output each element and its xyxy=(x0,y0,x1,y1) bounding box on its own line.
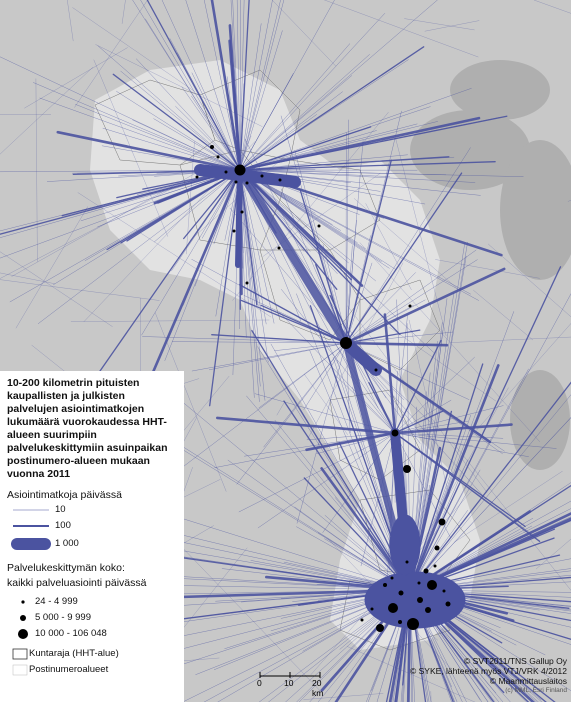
service-hub-dot xyxy=(279,179,282,182)
service-hub-dot xyxy=(398,620,402,624)
size-heading-2: kaikki palveluasiointi päivässä xyxy=(7,577,147,589)
credit-line-4: (c) MML, Esri Finland xyxy=(505,687,567,694)
map-credits xyxy=(410,656,567,696)
trips-heading: Asiointimatkoja päivässä xyxy=(7,489,122,501)
service-hub-dot xyxy=(446,602,451,607)
trip-class-small xyxy=(7,502,178,518)
service-hub-dot xyxy=(235,181,238,184)
service-hub-dot xyxy=(235,165,246,176)
service-hub-dot xyxy=(318,225,321,228)
service-hub-dot xyxy=(225,171,228,174)
size-class-label: 24 - 4 999 xyxy=(35,596,78,607)
service-hub-dot xyxy=(246,282,249,285)
scale-label-10: 10 xyxy=(284,678,294,688)
service-hub-dot xyxy=(443,590,446,593)
service-hub-dot xyxy=(424,569,429,574)
service-hub-dot xyxy=(375,369,378,372)
service-hub-dot xyxy=(425,607,431,613)
medium-line-symbol xyxy=(11,518,51,534)
trip-class-large xyxy=(7,534,178,554)
credit-line-1: © SVT2011/TNS Gallup Oy xyxy=(464,656,567,666)
size-class-label: 10 000 - 106 048 xyxy=(35,628,107,639)
service-hub-dot xyxy=(376,624,384,632)
size-class-small xyxy=(7,594,178,610)
scale-label-20: 20 km xyxy=(312,678,324,698)
size-class-label: 5 000 - 9 999 xyxy=(35,612,91,623)
legend-title: 10-200 kilometrin pituisten kaupallisten ja julkisten palvelujen asiointimatkojen lukumäärä vuorokaudessa HHT-alueen suurimpiin palvelukeskittymiin asuinpaikan postinumero-alueen mukaan vuonna 2011 xyxy=(7,377,168,480)
service-hub-dot xyxy=(210,145,214,149)
scale-bar xyxy=(254,672,334,700)
service-hub-dot xyxy=(399,591,404,596)
service-hub-dot xyxy=(241,211,244,214)
credit-line-2: © SYKE, lähteenä myös VTJ/VRK 4/2012 xyxy=(410,666,567,676)
service-hub-dot xyxy=(409,305,412,308)
service-hub-dot xyxy=(435,546,440,551)
trip-class-label: 10 xyxy=(55,504,66,515)
service-hub-dot xyxy=(371,608,374,611)
service-hub-dot xyxy=(261,175,264,178)
municipality-boundary-label: Kuntaraja (HHT-alue) xyxy=(29,648,119,659)
size-class-medium xyxy=(7,610,178,626)
municipality-boundary-row xyxy=(7,646,178,662)
service-hub-dot xyxy=(407,618,419,630)
service-hub-dot xyxy=(439,519,446,526)
service-hub-dot xyxy=(233,230,236,233)
service-hub-dot xyxy=(196,176,199,179)
scale-label-0: 0 xyxy=(257,678,262,688)
service-hub-dot xyxy=(403,465,411,473)
thin-line-symbol xyxy=(11,502,51,518)
size-class-large xyxy=(7,626,178,642)
trip-class-label: 1 000 xyxy=(55,538,79,549)
service-hub-dot xyxy=(278,247,281,250)
thick-line-symbol xyxy=(11,534,51,550)
postal-boundary-row xyxy=(7,662,178,678)
service-hub-dot xyxy=(434,565,437,568)
size-heading-1: Palvelukeskittymän koko: xyxy=(7,562,125,574)
service-hub-dot xyxy=(217,156,220,159)
postal-boundary-label: Postinumeroalueet xyxy=(29,664,109,675)
trip-class-medium xyxy=(7,518,178,534)
service-hub-dot xyxy=(246,182,249,185)
service-hub-dot xyxy=(417,597,423,603)
service-hub-dot xyxy=(340,337,352,349)
service-hub-dot xyxy=(361,619,364,622)
credit-line-3: © Maanmittauslaitos xyxy=(489,676,567,686)
service-hub-dot xyxy=(392,430,399,437)
trip-class-label: 100 xyxy=(55,520,71,531)
service-hub-dot xyxy=(427,580,437,590)
map-legend xyxy=(0,371,184,702)
service-hub-dot xyxy=(383,583,387,587)
service-hub-dot xyxy=(418,582,421,585)
service-hub-dot xyxy=(388,603,398,613)
service-hub-dot xyxy=(391,577,394,580)
service-hub-dot xyxy=(406,561,409,564)
